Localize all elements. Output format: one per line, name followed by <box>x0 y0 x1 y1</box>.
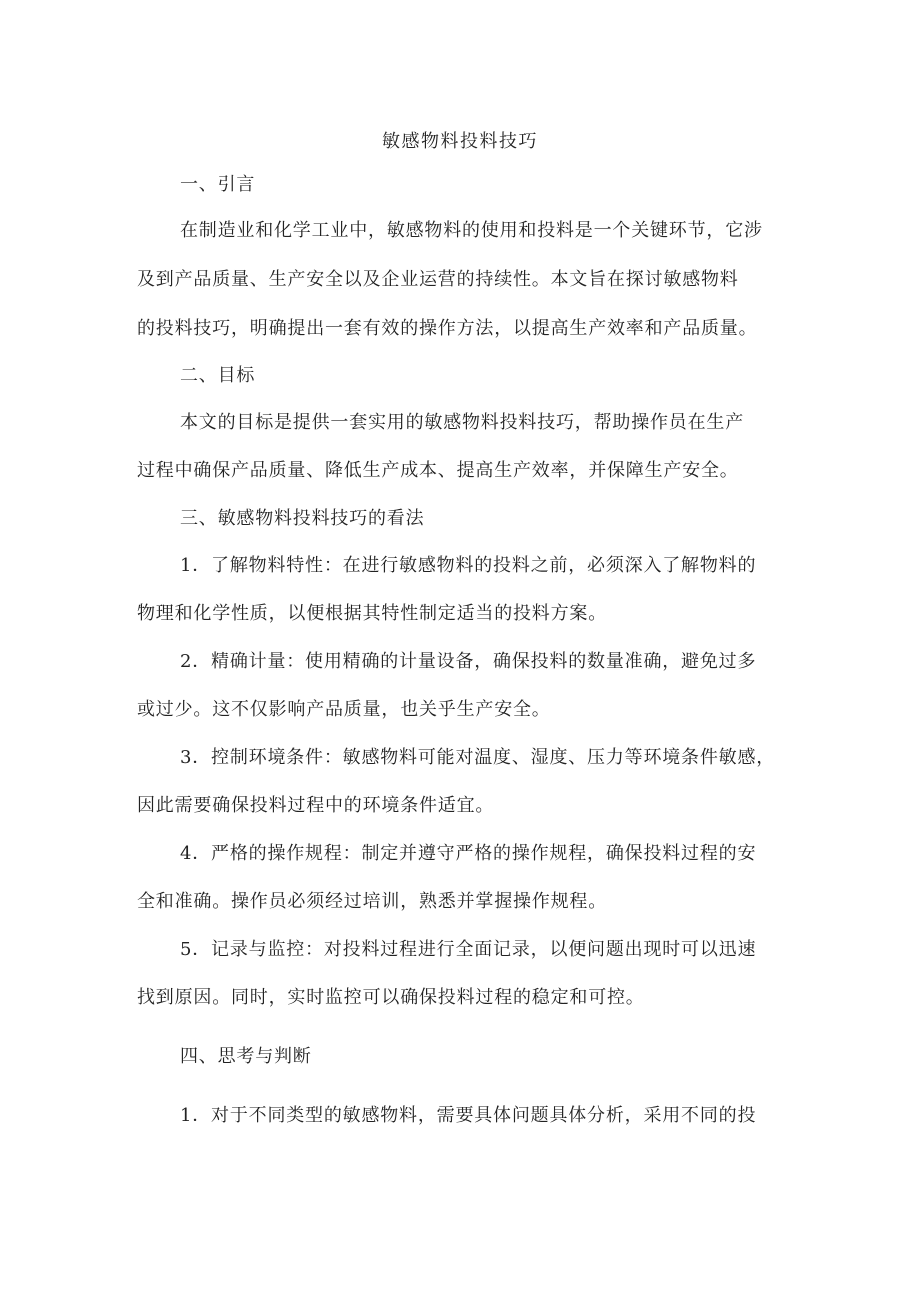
list-item: 2．精确计量：使用精确的计量设备，确保投料的数量准确，避免过多 <box>180 651 757 672</box>
section-heading-thinking: 四、思考与判断 <box>180 1046 312 1067</box>
paragraph-line: 在制造业和化学工业中，敏感物料的使用和投料是一个关键环节，它涉 <box>180 220 763 241</box>
paragraph-line: 及到产品质量、生产安全以及企业运营的持续性。本文旨在探讨敏感物料 <box>137 269 739 290</box>
page-title: 敏感物料投料技巧 <box>382 131 538 152</box>
list-item: 1．对于不同类型的敏感物料，需要具体问题具体分析，采用不同的投 <box>180 1105 757 1126</box>
paragraph-line: 的投料技巧，明确提出一套有效的操作方法，以提高生产效率和产品质量。 <box>137 318 758 339</box>
paragraph-line: 本文的目标是提供一套实用的敏感物料投料技巧，帮助操作员在生产 <box>180 412 744 433</box>
list-item: 4．严格的操作规程：制定并遵守严格的操作规程，确保投料过程的安 <box>180 843 757 864</box>
list-item-continuation: 或过少。这不仅影响产品质量，也关乎生产安全。 <box>137 699 551 720</box>
list-item: 3．控制环境条件：敏感物料可能对温度、湿度、压力等环境条件敏感， <box>180 747 776 768</box>
list-item-continuation: 全和准确。操作员必须经过培训，熟悉并掌握操作规程。 <box>137 891 607 912</box>
section-heading-intro: 一、引言 <box>180 174 256 195</box>
paragraph-line: 过程中确保产品质量、降低生产成本、提高生产效率，并保障生产安全。 <box>137 460 739 481</box>
list-item: 1．了解物料特性：在进行敏感物料的投料之前，必须深入了解物料的 <box>180 555 757 576</box>
list-item: 5．记录与监控：对投料过程进行全面记录，以便问题出现时可以迅速 <box>180 939 757 960</box>
section-heading-goal: 二、目标 <box>180 365 256 386</box>
list-item-continuation: 找到原因。同时，实时监控可以确保投料过程的稳定和可控。 <box>137 987 645 1008</box>
list-item-continuation: 因此需要确保投料过程中的环境条件适宜。 <box>137 795 495 816</box>
section-heading-techniques: 三、敏感物料投料技巧的看法 <box>180 508 425 529</box>
list-item-continuation: 物理和化学性质，以便根据其特性制定适当的投料方案。 <box>137 603 607 624</box>
